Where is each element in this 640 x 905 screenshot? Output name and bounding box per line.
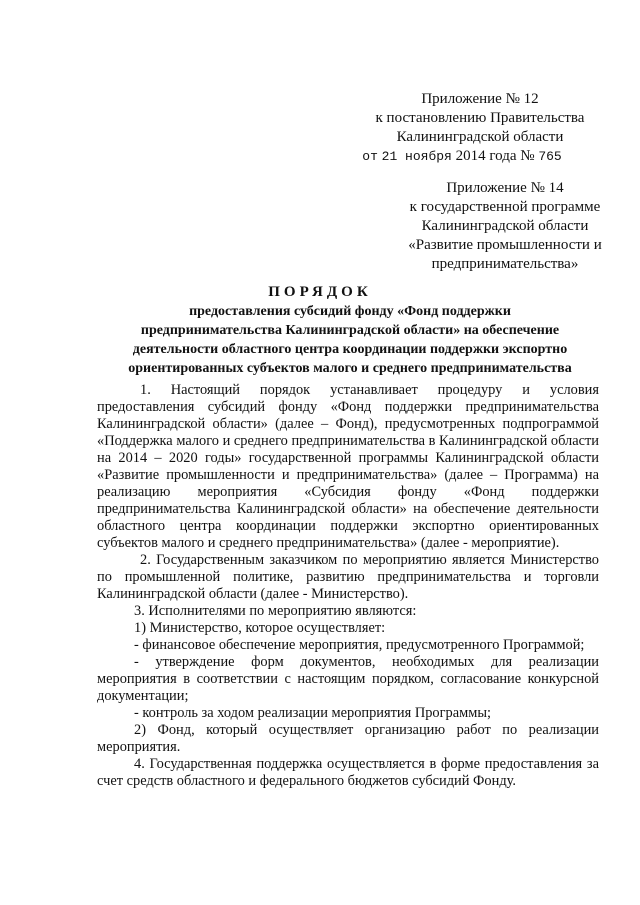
resolution-number: 765 (538, 149, 562, 164)
paragraph-1: 1. Настоящий порядок устанавливает процедуру и условия предоставления субсидий фонду «Фонд поддержки предпринимательства Калининградской области» (далее – Фонд), предусмотренных подпрограммой «Поддержка малого и среднего предпринимательства в Калининградской области на 2014 – 2020 годы» государственной программы Калининградской области «Развитие промышленности и предпринимательства» (далее – Программа) на реализацию мероприятия «Субсидия фонду «Фонд поддержки предпринимательства Калининградской области» на обеспечение деятельности областного центра координации поддержки экспортно ориентированных субъектов малого и среднего предпринимательства» (далее - мероприятие). (97, 382, 599, 551)
paragraph-7: - контроль за ходом реализации мероприятия Программы; (134, 705, 491, 721)
date-prefix: от (362, 149, 378, 164)
annex-reference: к постановлению Правительства (375, 110, 585, 126)
paragraph-9: 4. Государственная поддержка осуществляется в форме предоставления за счет средств областного и федерального бюджетов субсидий Фонду. (97, 756, 599, 789)
document-title: ПОРЯДОК (268, 284, 372, 300)
program-name-line1: «Развитие промышленности и (408, 237, 602, 253)
program-region: Калининградской области (421, 218, 589, 234)
paragraph-3: 3. Исполнителями по мероприятию являются: (134, 603, 417, 619)
annex-header-program (380, 179, 630, 274)
paragraph-2: 2. Государственным заказчиком по мероприятию является Министерство по промышленной политике, развитию предпринимательства и торговли Калининградской области (далее - Министерство). (97, 552, 599, 602)
program-name-line2: предпринимательства» (431, 256, 579, 272)
document-body (97, 382, 599, 790)
paragraph-8: 2) Фонд, который осуществляет организацию работ по реализации мероприятия. (97, 722, 599, 755)
annex-region: Калининградской области (396, 129, 564, 145)
subtitle-line: ориентированных субъектов малого и среднего предпринимательства (128, 361, 572, 376)
date-year: 2014 года № (455, 148, 535, 164)
annex-header-resolution (330, 90, 630, 166)
subtitle-line: предоставления субсидий фонду «Фонд поддержки (189, 304, 511, 319)
program-reference: к государственной программе (409, 199, 601, 215)
annex-date-line (294, 147, 630, 166)
subtitle-line: предпринимательства Калининградской области» на обеспечение (140, 323, 560, 338)
paragraph-6: - утверждение форм документов, необходимых для реализации мероприятия в соответствии с настоящим порядком, согласование конкурсной документации; (97, 654, 599, 704)
paragraph-4: 1) Министерство, которое осуществляет: (134, 620, 386, 636)
subtitle-line: деятельности областного центра координации поддержки экспортно (132, 342, 568, 357)
document-subtitle (70, 302, 630, 378)
annex-number: Приложение № 12 (421, 91, 539, 107)
program-annex-number: Приложение № 14 (446, 180, 564, 196)
date-value: 21 ноября (381, 149, 452, 164)
paragraph-5: - финансовое обеспечение мероприятия, предусмотренного Программой; (134, 637, 585, 653)
